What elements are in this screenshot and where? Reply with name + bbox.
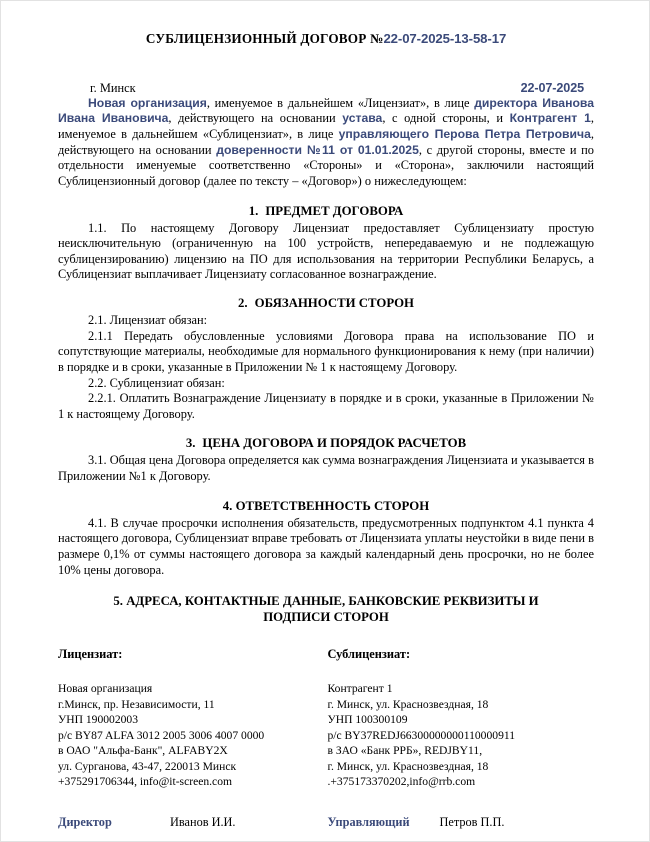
section-heading-5 xyxy=(58,594,594,626)
contract-number: 22-07-2025-13-58-17 xyxy=(383,31,507,46)
licensor-signature-name: Иванов И.И. xyxy=(170,814,236,829)
section-heading-4 xyxy=(58,499,594,515)
title-prefix: СУБЛИЦЕНЗИОННЫЙ ДОГОВОР № xyxy=(145,31,384,46)
section-title-3: ЦЕНА ДОГОВОРА И ПОРЯДОК РАСЧЕТОВ xyxy=(202,436,467,451)
sublicensee-address: г. Минск, ул. Краснозвездная, 18 xyxy=(327,697,489,711)
page-title xyxy=(58,31,594,47)
section-3-paragraph-1: 3.1. Общая цена Договора определяется как сумма вознаграждения Лицензиата и указывается в Приложении №1 к Договору. xyxy=(58,453,594,484)
party-labels-row xyxy=(58,647,594,662)
preamble-text-5: , действующего на основании xyxy=(58,127,594,157)
section-number-2: 2. xyxy=(238,296,248,311)
preamble-text-6: , с другой стороны, вместе и по отдельности именуемые соответственно «Стороны» и «Сторона», заключили настоящий Сублицензионный договор (далее по тексту – «Договор») о нижеследующем: xyxy=(58,142,594,188)
city-date-row xyxy=(58,81,594,96)
signature-row xyxy=(58,815,594,830)
sublicensee-contacts: .+375173370202,info@rrb.com xyxy=(327,775,476,789)
section-4-paragraph-1: 4.1. В случае просрочки исполнения обязательств, предусмотренных подпунктом 4.1 пункта 4 настоящего договора, Сублицензиат вправе требовать от Лицензиата уплаты неустойки в виде пени в размере 0,1% от суммы настоящего договора за каждый календарный день просрочки, но не более 10% цены договора. xyxy=(58,515,594,577)
section-2-paragraph-4: 2.2.1. Оплатить Вознаграждение Лицензиату в порядке и в сроки, указанные в Приложении № 1 к настоящему Договору. xyxy=(58,391,594,421)
preamble-paragraph xyxy=(58,96,594,190)
section-1-paragraph-1: 1.1. По настоящему Договору Лицензиат предоставляет Сублицензиату простую неисключительную (ограниченную на 100 устройств, непередаваемую и не подлежащую сублицензированию) лицензию на ПО для использования на территории Республики Беларусь, а Сублицензиат выплачивает Лицензиату согласованное вознаграждение. xyxy=(58,220,594,282)
section-number-1: 1. xyxy=(248,203,259,218)
licensor-signature-block xyxy=(58,815,325,830)
licensor-requisites xyxy=(58,681,325,790)
licensor-bank: в ОАО "Альфа-Банк", ALFABY2X xyxy=(58,744,228,758)
preamble-text-3: , с одной стороны, и xyxy=(382,111,510,126)
licensor-basis: устава xyxy=(342,111,383,126)
preamble-text-1: , именуемое в дальнейшем «Лицензиат», в лице xyxy=(206,95,475,110)
sublicensee-basis: доверенности №11 от 01.01.2025 xyxy=(216,142,419,157)
sublicensee-unp: УНП 100300109 xyxy=(327,713,408,727)
licensor-party-label: Лицензиат: xyxy=(58,647,123,662)
sublicensee-signature-role: Управляющий xyxy=(327,814,410,829)
sublicensee-signature-name: Петров П.П. xyxy=(439,814,505,829)
document-body xyxy=(58,23,594,830)
sublicensee-party-label: Сублицензиат: xyxy=(327,647,411,662)
section-number-4: 4. xyxy=(222,498,233,513)
sublicensee-signature-block xyxy=(325,815,595,830)
licensor-contacts: +375291706344, info@it-screen.com xyxy=(58,775,233,789)
section-heading-1 xyxy=(58,204,594,220)
sublicensee-account: р/с BY37REDJ66300000000110000911 xyxy=(327,728,516,742)
contract-date: 22-07-2025 xyxy=(520,80,584,95)
licensor-org-name: Новая организация xyxy=(58,682,153,696)
preamble-text-2: , действующего на основании xyxy=(168,111,343,126)
preamble-text-4: , именуемое в дальнейшем «Сублицензиат», в лице xyxy=(58,111,594,142)
sublicensee-representative: управляющего Перова Петра Петровича xyxy=(338,127,591,142)
section-title-4-full xyxy=(223,499,429,513)
section-2-paragraph-2: 2.1.1 Передать обусловленные условиями Договора права на использование ПО и сопутствующие материалы, необходимые для нормального функционирования к нему (при наличии) в порядке и в сроки, указанные в Приложении № 1 к настоящему Договору. xyxy=(58,328,594,374)
section-2-paragraph-3: 2.2. Сублицензиат обязан: xyxy=(88,375,225,390)
section-number-3: 3. xyxy=(185,436,196,451)
licensor-unp: УНП 190002003 xyxy=(58,713,139,727)
sublicensee-name: Контрагент 1 xyxy=(509,111,591,126)
licensor-bank-address: ул. Сурганова, 43-47, 220013 Минск xyxy=(58,759,237,773)
requisites-columns xyxy=(58,681,594,790)
section-title-1: ПРЕДМЕТ ДОГОВОРА xyxy=(265,203,404,218)
section-5-line-1: 5. АДРЕСА, КОНТАКТНЫЕ ДАННЫЕ, БАНКОВСКИЕ РЕКВИЗИТЫ И xyxy=(113,594,539,609)
section-heading-2 xyxy=(58,296,594,312)
sublicensee-requisites xyxy=(325,681,595,790)
sublicensee-bank: в ЗАО «Банк РРБ», REDJBY11, xyxy=(327,744,483,758)
section-title-2: ОБЯЗАННОСТИ СТОРОН xyxy=(254,296,414,311)
licensor-representative: директора Иванова Ивана Ивановича xyxy=(58,95,594,126)
section-2-paragraph-1: 2.1. Лицензиат обязан: xyxy=(88,313,208,328)
licensor-account: р/с BY87 ALFA 3012 2005 3006 4007 0000 xyxy=(58,728,265,742)
section-heading-3 xyxy=(58,436,594,452)
licensor-name: Новая организация xyxy=(88,95,207,110)
sublicensee-org-name: Контрагент 1 xyxy=(327,682,393,696)
sublicensee-bank-address: г. Минск, ул. Краснозвездная, 18 xyxy=(327,759,489,773)
section-title-4: ОТВЕТСТВЕННОСТЬ СТОРОН xyxy=(235,498,430,513)
city-label: г. Минск xyxy=(90,80,136,95)
licensor-signature-role: Директор xyxy=(58,814,112,829)
section-5-line-2: ПОДПИСИ СТОРОН xyxy=(263,610,389,625)
licensor-address: г.Минск, пр. Независимости, 11 xyxy=(58,697,215,711)
